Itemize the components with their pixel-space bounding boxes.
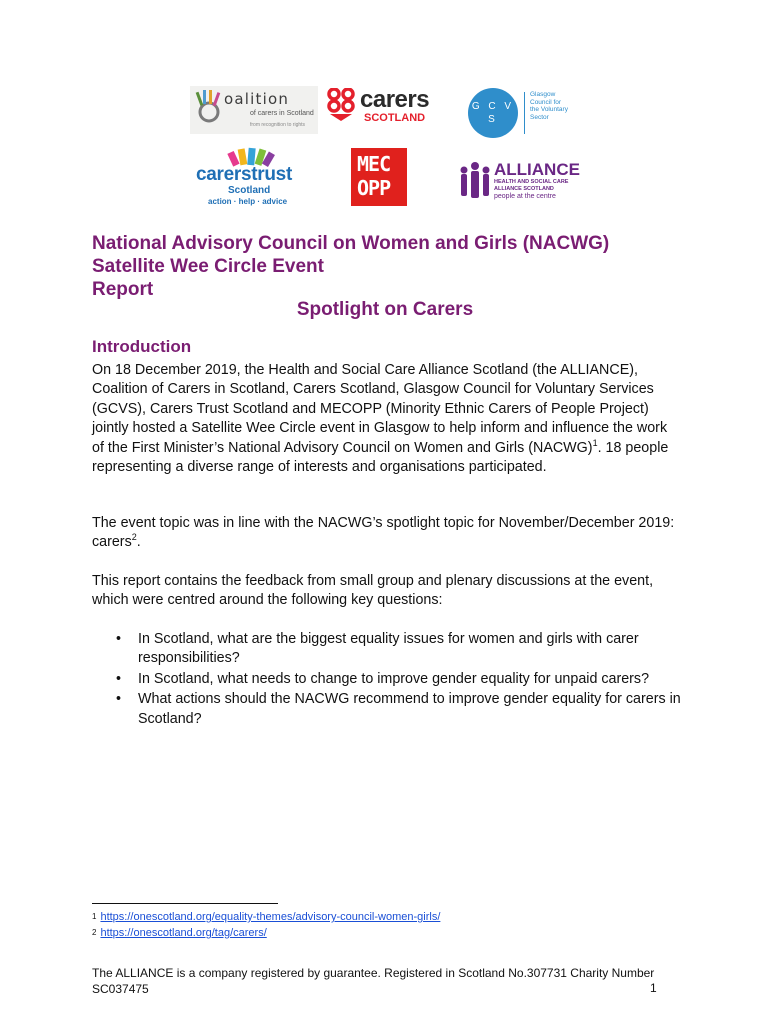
report-title-line: Report: [92, 279, 154, 300]
footnote-ref[interactable]: 1: [592, 437, 598, 448]
footnotes: [92, 909, 440, 941]
list-item-text: In Scotland, what are the biggest equality issues for women and girls with carer responsibilities?: [138, 631, 639, 667]
bullet-icon: •: [116, 670, 122, 687]
alliance-logo-tag: people at the centre: [494, 193, 556, 200]
mecopp-logo: [351, 148, 407, 206]
report-subtitle: [0, 299, 770, 321]
alliance-people-icon: [458, 160, 492, 204]
footnote-ref[interactable]: 2: [131, 532, 137, 543]
carers-scotland-logo: [326, 86, 446, 130]
bullet-icon: •: [116, 691, 122, 708]
carers-trust-logo: [192, 146, 312, 208]
coalition-logo: [190, 86, 318, 134]
footnote-number: 2: [92, 928, 97, 937]
page-footer: The ALLIANCE is a company registered by guarantee. Registered in Scotland No.307731 Charity Number SC037475: [92, 966, 655, 996]
list-item-text: In Scotland, what needs to change to improve gender equality for unpaid carers?: [138, 670, 650, 687]
footnote: [92, 909, 440, 925]
bullet-icon: •: [116, 631, 122, 647]
carers-trust-logo-main: carerstrust: [196, 164, 292, 185]
list-item: [92, 670, 682, 689]
coalition-logo-tag: from recognition to rights: [250, 122, 306, 128]
hand-icon: [192, 90, 226, 130]
coalition-logo-text: oalition: [224, 90, 290, 108]
coalition-logo-sub: of carers in Scotland: [250, 110, 314, 117]
list-item: [92, 630, 682, 669]
footnote-link[interactable]: https://onescotland.org/tag/carers/: [100, 927, 267, 939]
questions-paragraph: This report contains the feedback from small group and plenary discussions at the event, which were centred around the following key questions:: [92, 573, 654, 609]
mecopp-logo-line2: OPP: [357, 176, 391, 200]
footnote: [92, 925, 440, 941]
introduction-heading: Introduction: [92, 337, 192, 356]
page-number: 1: [650, 981, 657, 995]
report-title-line: Satellite Wee Circle Event: [92, 256, 324, 277]
carers-trust-logo-sub: Scotland: [228, 185, 271, 196]
carers-logo-main: carers: [360, 86, 430, 113]
footnote-link[interactable]: https://onescotland.org/equality-themes/advisory-council-women-girls/: [100, 911, 441, 923]
topic-paragraph: [92, 514, 682, 553]
list-item-text: What actions should the NACWG recommend to improve gender equality for carers in Scotland?: [138, 691, 681, 727]
alliance-logo: [458, 160, 578, 204]
paragraph-text: On 18 December 2019, the Health and Social Care Alliance Scotland (the ALLIANCE), Coalition of Carers in Scotland, Carers Scotland, Glasgow Council for Voluntary Services (GCVS), Carers Trust Scotland and MECOPP (Minority Ethnic Carers of People Project) jointly hosted a Satellite Wee Circle event in Glasgow to help inform and influence the work of the First Minister’s National Advisory Council on Women and Girls (NACWG): [92, 362, 668, 456]
list-item: [92, 690, 682, 729]
carers-logo-sub: SCOTLAND: [364, 112, 426, 124]
paragraph-text: The event topic was in line with the NACWG’s spotlight topic for November/December 2019: carers: [92, 515, 675, 551]
paragraph-text: .: [136, 534, 141, 551]
alliance-logo-sub: HEALTH AND SOCIAL CARE ALLIANCE SCOTLAND: [494, 179, 569, 192]
report-title: [92, 232, 609, 301]
intro-paragraph: [92, 361, 682, 477]
report-title-line: National Advisory Council on Women and Girls (NACWG): [92, 233, 610, 254]
gcvs-divider: [524, 92, 525, 134]
paragraph-text: . 18 people representing a diverse range of interests and organisations participated.: [92, 439, 669, 476]
mecopp-logo-line1: MEC: [357, 152, 391, 176]
gcvs-logo-text: Glasgow Council for the Voluntary Sector: [530, 91, 568, 121]
alliance-logo-main: ALLIANCE: [494, 160, 580, 179]
gcvs-logo: [468, 88, 568, 138]
footnote-number: 1: [92, 912, 97, 921]
report-subtitle-text: Spotlight on Carers: [296, 299, 474, 320]
carers-figures-icon: [326, 88, 358, 122]
carers-trust-logo-tag: action · help · advice: [208, 197, 288, 206]
footnote-divider: [92, 903, 278, 904]
key-questions-list: [92, 630, 682, 730]
gcvs-circle: G C V S: [468, 88, 518, 138]
